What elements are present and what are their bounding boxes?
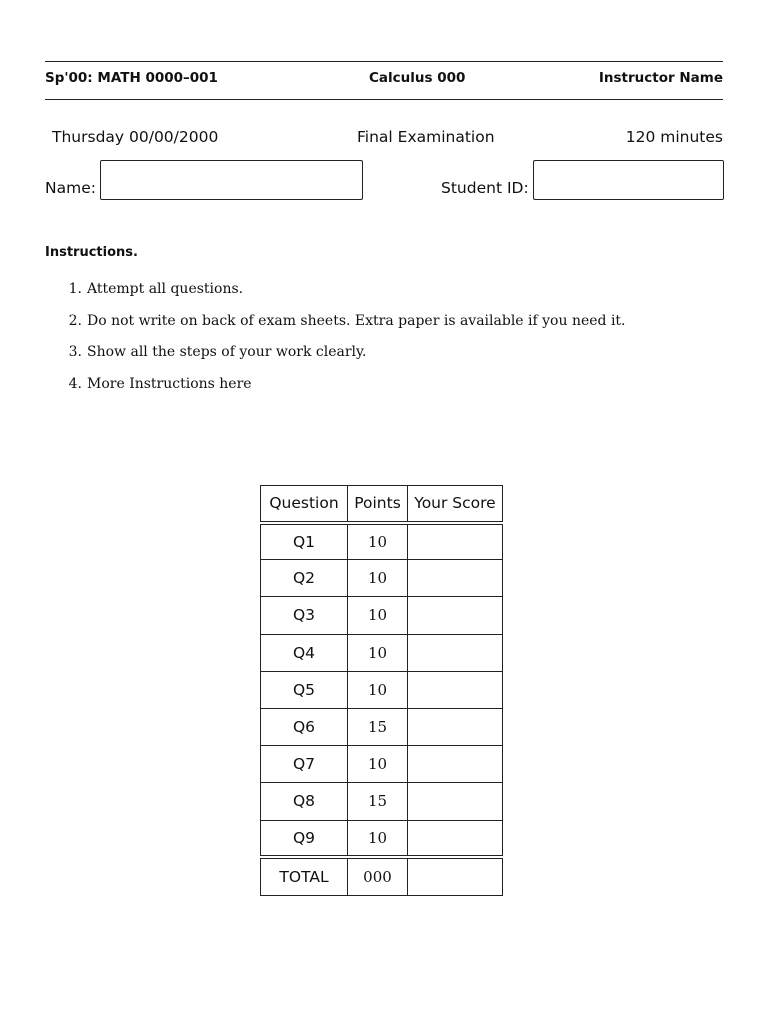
points-cell: 15	[348, 783, 408, 820]
question-cell: Q2	[261, 560, 348, 597]
exam-duration: 120 minutes	[625, 128, 723, 146]
points-cell: 10	[348, 634, 408, 671]
total-points: 000	[348, 857, 408, 896]
score-cell[interactable]	[408, 671, 503, 708]
table-row	[261, 560, 503, 597]
total-row	[261, 857, 503, 896]
name-label: Name:	[45, 179, 96, 197]
question-cell: Q5	[261, 671, 348, 708]
score-cell[interactable]	[408, 560, 503, 597]
exam-type: Final Examination	[357, 128, 495, 146]
question-cell: Q7	[261, 746, 348, 783]
points-cell: 10	[348, 820, 408, 857]
top-rule	[45, 61, 723, 62]
table-row	[261, 746, 503, 783]
points-cell: 10	[348, 560, 408, 597]
table-row	[261, 597, 503, 634]
question-cell: Q6	[261, 708, 348, 745]
header-bottom-rule	[45, 99, 723, 100]
points-cell: 15	[348, 708, 408, 745]
question-cell: Q9	[261, 820, 348, 857]
header-your-score: Your Score	[408, 486, 503, 523]
student-id-label: Student ID:	[441, 179, 529, 197]
score-cell[interactable]	[408, 820, 503, 857]
name-field[interactable]	[100, 160, 363, 200]
table-row	[261, 820, 503, 857]
points-cell: 10	[348, 597, 408, 634]
question-cell: Q4	[261, 634, 348, 671]
list-item: 3. Show all the steps of your work clearly.	[68, 344, 367, 361]
list-item: 4. More Instructions here	[68, 375, 252, 392]
score-cell[interactable]	[408, 523, 503, 560]
score-table	[260, 485, 503, 896]
points-cell: 10	[348, 746, 408, 783]
question-cell: Q1	[261, 523, 348, 560]
table-row	[261, 671, 503, 708]
question-cell: Q8	[261, 783, 348, 820]
exam-date: Thursday 00/00/2000	[52, 128, 219, 146]
student-id-field[interactable]	[533, 160, 724, 200]
instructions-title: Instructions.	[45, 245, 138, 260]
table-header-row	[261, 486, 503, 523]
score-cell[interactable]	[408, 783, 503, 820]
question-cell: Q3	[261, 597, 348, 634]
table-row	[261, 708, 503, 745]
instructions-list	[45, 279, 626, 405]
score-cell[interactable]	[408, 708, 503, 745]
list-item: 1. Attempt all questions.	[68, 281, 244, 297]
course-title: Calculus 000	[369, 70, 466, 86]
instructor-name: Instructor Name	[598, 70, 723, 86]
header-points: Points	[348, 486, 408, 523]
points-cell: 10	[348, 671, 408, 708]
course-code: Sp'00: MATH 0000–001	[45, 70, 218, 86]
header-question: Question	[261, 486, 348, 523]
points-cell: 10	[348, 523, 408, 560]
table-row	[261, 523, 503, 560]
score-cell[interactable]	[408, 746, 503, 783]
total-label: TOTAL	[261, 857, 348, 896]
score-cell[interactable]	[408, 597, 503, 634]
score-cell[interactable]	[408, 634, 503, 671]
table-row	[261, 634, 503, 671]
list-item: 2. Do not write on back of exam sheets. Extra paper is available if you need it.	[68, 312, 626, 329]
total-score-cell[interactable]	[408, 857, 503, 896]
table-row	[261, 783, 503, 820]
